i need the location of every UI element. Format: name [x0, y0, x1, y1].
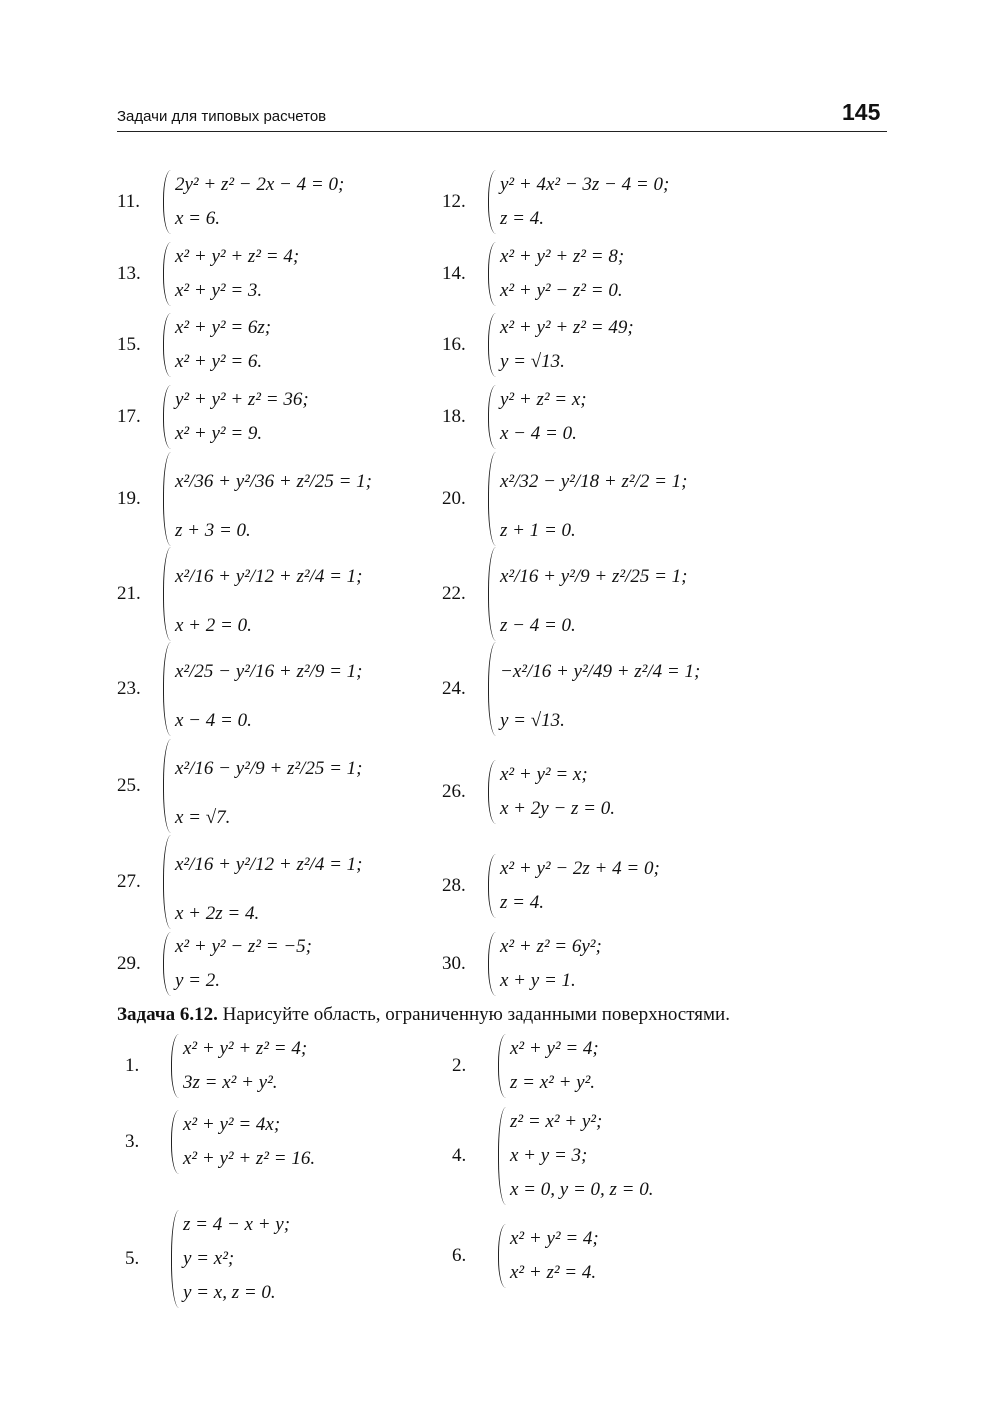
equation-line: z − 4 = 0. [500, 615, 576, 636]
equation-system [163, 930, 312, 998]
system-brace [488, 170, 498, 234]
equation-line: z = 4 − x + y; [183, 1214, 291, 1235]
equation-line: x + y = 1. [500, 970, 576, 991]
equation-line: x²/25 − y²/16 + z²/9 = 1; [175, 661, 363, 682]
problem-item [125, 1208, 290, 1310]
equation-line: z + 1 = 0. [500, 520, 576, 541]
equation-system [488, 758, 615, 826]
task-heading [117, 1004, 730, 1026]
system-brace [488, 452, 498, 546]
equation-line: x² + y² + z² = 4; [183, 1038, 308, 1059]
equation-system [488, 930, 602, 998]
problem-number: 19. [117, 488, 141, 509]
equation-line: x²/16 + y²/12 + z²/4 = 1; [175, 566, 363, 587]
problem-number: 3. [125, 1131, 140, 1152]
problem-number: 14. [442, 263, 466, 284]
equation-line: x² + y² = 4x; [183, 1114, 281, 1135]
equation-line: x² + y² + z² = 4; [175, 246, 300, 267]
equation-line: x² + y² + z² = 49; [500, 317, 634, 338]
equation-system [488, 383, 587, 451]
problem-number: 16. [442, 334, 466, 355]
system-brace [488, 854, 498, 918]
problem-number: 20. [442, 488, 466, 509]
problem-item [117, 640, 362, 738]
system-brace [498, 1107, 508, 1205]
equation-system [488, 168, 669, 236]
equation-line: x + 2 = 0. [175, 615, 252, 636]
problem-item [125, 1108, 315, 1176]
system-brace [171, 1110, 181, 1174]
problem-item [442, 640, 700, 738]
problem-item [117, 311, 271, 379]
problem-number: 11. [117, 191, 141, 212]
equation-system [163, 737, 362, 835]
system-brace [488, 242, 498, 306]
problem-item [442, 240, 624, 308]
equation-line: x² + z² = 4. [510, 1262, 597, 1283]
system-brace [498, 1034, 508, 1098]
equation-line: z = 4. [500, 208, 544, 229]
task-text: Нарисуйте область, ограниченную заданными поверхностями. [217, 1004, 730, 1025]
equation-line: x² + y² = 9. [175, 423, 263, 444]
equation-line: x² + y² = 3. [175, 280, 263, 301]
problem-item [442, 852, 660, 920]
system-brace [488, 547, 498, 641]
equation-line: y² + z² = x; [500, 389, 587, 410]
system-brace [488, 932, 498, 996]
problem-number: 18. [442, 406, 466, 427]
system-brace [171, 1034, 181, 1098]
problem-item [117, 240, 299, 308]
equation-line: x + 2y − z = 0. [500, 798, 615, 819]
problem-item [452, 1032, 599, 1100]
problem-item [117, 930, 312, 998]
equation-system [163, 545, 362, 643]
problem-number: 28. [442, 875, 466, 896]
equation-system [488, 852, 660, 920]
equation-line: z = 4. [500, 892, 544, 913]
system-brace [488, 313, 498, 377]
problem-item [117, 383, 309, 451]
problem-item [117, 833, 362, 931]
problem-number: 21. [117, 583, 141, 604]
equation-line: x² + y² + z² = 16. [183, 1148, 316, 1169]
equation-system [163, 311, 271, 379]
problem-number: 2. [452, 1055, 467, 1076]
equation-system [498, 1105, 653, 1207]
problem-number: 25. [117, 775, 141, 796]
equation-system [488, 311, 634, 379]
equation-line: x² + y² = 6. [175, 351, 263, 372]
equation-system [163, 640, 362, 738]
equation-line: x² + y² = 6z; [175, 317, 272, 338]
equation-line: x²/16 − y²/9 + z²/25 = 1; [175, 758, 363, 779]
system-brace [163, 452, 173, 546]
problem-item [442, 450, 687, 548]
problem-number: 30. [442, 953, 466, 974]
equation-line: z + 3 = 0. [175, 520, 251, 541]
problem-item [125, 1032, 307, 1100]
running-header: Задачи для типовых расчетов [117, 108, 327, 125]
problem-item [452, 1105, 653, 1207]
system-brace [163, 642, 173, 736]
system-brace [163, 242, 173, 306]
header-divider [117, 131, 887, 132]
equation-system [171, 1032, 307, 1100]
equation-line: z² = x² + y²; [510, 1111, 603, 1132]
equation-line: y = x²; [183, 1248, 235, 1269]
equation-line: x = 6. [175, 208, 221, 229]
problem-number: 26. [442, 781, 466, 802]
equation-line: x² + y² = 4; [510, 1228, 599, 1249]
problem-item [117, 168, 344, 236]
problem-number: 27. [117, 871, 141, 892]
equation-line: y² + 4x² − 3z − 4 = 0; [500, 174, 670, 195]
equation-line: 3z = x² + y². [183, 1072, 278, 1093]
equation-system [163, 168, 344, 236]
equation-line: x²/16 + y²/12 + z²/4 = 1; [175, 854, 363, 875]
equation-line: x − 4 = 0. [500, 423, 577, 444]
equation-system [163, 240, 299, 308]
problem-number: 4. [452, 1145, 467, 1166]
equation-system [488, 450, 687, 548]
problem-number: 29. [117, 953, 141, 974]
problem-number: 17. [117, 406, 141, 427]
equation-line: z = x² + y². [510, 1072, 596, 1093]
problem-item [442, 930, 602, 998]
problem-item [452, 1222, 599, 1290]
problem-item [442, 383, 587, 451]
equation-system [171, 1108, 315, 1176]
problem-number: 15. [117, 334, 141, 355]
equation-line: y² + y² + z² = 36; [175, 389, 309, 410]
problem-number: 23. [117, 678, 141, 699]
equation-line: x²/32 − y²/18 + z²/2 = 1; [500, 471, 688, 492]
equation-line: x² + y² + z² = 8; [500, 246, 625, 267]
equation-system [163, 833, 362, 931]
problem-item [442, 311, 634, 379]
equation-line: x² + y² − 2z + 4 = 0; [500, 858, 660, 879]
problem-item [442, 758, 615, 826]
equation-line: x + 2z = 4. [175, 903, 260, 924]
equation-line: x²/16 + y²/9 + z²/25 = 1; [500, 566, 688, 587]
equation-system [171, 1208, 290, 1310]
problem-item [117, 545, 362, 643]
equation-system [488, 545, 687, 643]
problem-item [117, 450, 372, 548]
equation-line: x² + y² = 4; [510, 1038, 599, 1059]
system-brace [163, 835, 173, 929]
system-brace [488, 385, 498, 449]
equation-line: x² + y² − z² = 0. [500, 280, 623, 301]
equation-line: x + y = 3; [510, 1145, 588, 1166]
equation-line: x² + y² = x; [500, 764, 588, 785]
system-brace [163, 170, 173, 234]
equation-line: x = √7. [175, 807, 231, 828]
equation-line: x² + y² − z² = −5; [175, 936, 312, 957]
problem-number: 1. [125, 1055, 140, 1076]
equation-line: x²/36 + y²/36 + z²/25 = 1; [175, 471, 372, 492]
problem-number: 6. [452, 1245, 467, 1266]
problem-number: 22. [442, 583, 466, 604]
problem-item [442, 168, 669, 236]
system-brace [163, 385, 173, 449]
equation-system [488, 640, 700, 738]
system-brace [163, 547, 173, 641]
equation-system [163, 450, 372, 548]
task-label: Задача 6.12. [117, 1004, 218, 1025]
problem-item [117, 737, 362, 835]
system-brace [488, 760, 498, 824]
problem-number: 5. [125, 1248, 140, 1269]
problem-number: 12. [442, 191, 466, 212]
page-number: 145 [842, 99, 881, 125]
equation-system [498, 1222, 599, 1290]
equation-line: y = √13. [500, 710, 565, 731]
system-brace [163, 313, 173, 377]
problem-item [442, 545, 687, 643]
equation-line: 2y² + z² − 2x − 4 = 0; [175, 174, 345, 195]
equation-line: x − 4 = 0. [175, 710, 252, 731]
system-brace [488, 642, 498, 736]
system-brace [163, 932, 173, 996]
equation-line: y = x, z = 0. [183, 1282, 276, 1303]
equation-system [498, 1032, 599, 1100]
equation-line: x = 0, y = 0, z = 0. [510, 1179, 654, 1200]
problem-number: 24. [442, 678, 466, 699]
system-brace [163, 739, 173, 833]
system-brace [498, 1224, 508, 1288]
equation-line: y = √13. [500, 351, 565, 372]
system-brace [171, 1210, 181, 1308]
equation-system [488, 240, 624, 308]
equation-line: −x²/16 + y²/49 + z²/4 = 1; [500, 661, 701, 682]
equation-system [163, 383, 309, 451]
equation-line: y = 2. [175, 970, 221, 991]
equation-line: x² + z² = 6y²; [500, 936, 602, 957]
problem-number: 13. [117, 263, 141, 284]
